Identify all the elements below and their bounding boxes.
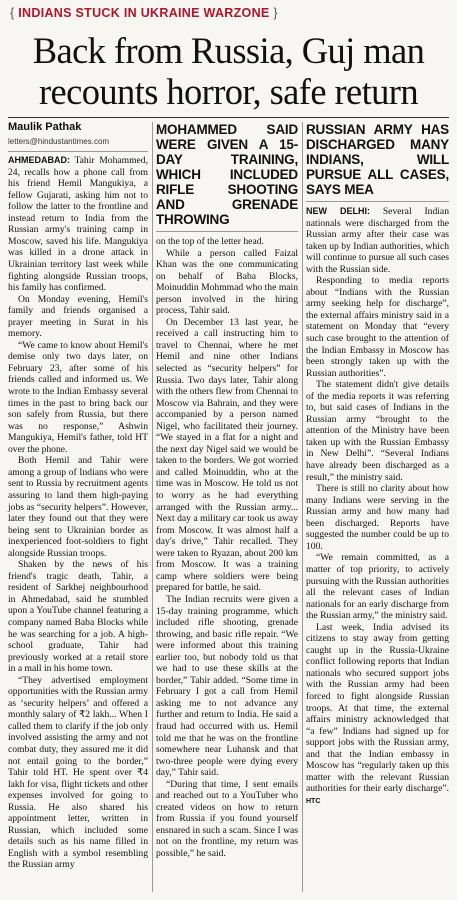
col1-paragraph-6: “They advertised employment opportunities with the Russian army as ‘security helpers’ and offered a monthly salary of ₹2 lakh... When I called them to clarify if the job only involved assisting the army and not combat duty, they assured me it did not entail going to the border,” Tahir told HT. He spent over ₹4 lakh for visa, flight tickets and other expenses involved for going to Russia. He also shared his appointment letter, written in Russian, which included some details such as his name filled in English with a symbol resembling the Russian army	[8, 674, 148, 871]
col2-paragraph-2: While a person called Faizal Khan was the one communicating on behalf of Baba Blocks, Moinuddin Mohmmad who the main person involved in the hiring process, Tahir said.	[156, 247, 298, 317]
col1-paragraph-5: Shaken by the news of his friend's tragic death, Tahir, a resident of Sarkhej neighbourhood in Ahmedabad, said he stumbled upon a YouTube channel featuring a company named Baba Blocks while he was searching for a job. A high-school graduate, Tahir had previously worked at a retail store in a mall in his home town.	[8, 559, 148, 675]
byline-divider	[8, 151, 148, 152]
column-1	[8, 122, 148, 871]
column-divider-1	[152, 122, 153, 892]
col3-paragraph-2: Responding to media reports about “Indians with the Russian army seeking help for discharge”, the external affairs ministry said in a statement on Monday that “every such case brought to the attention of the Indian Embassy in Moscow has been strongly taken up with the Russian authorities”.	[306, 275, 449, 379]
col1-paragraph-4: Both Hemil and Tahir were among a group of Indians who were sent to Russia by recruitment agents assuring to land them high-paying jobs as “security helpers”. However, later they found out that they were being sent to Ukrainian border as inexperienced foot-soldiers to fight alongside Russian troops.	[8, 455, 148, 559]
col3-paragraph-1	[306, 206, 449, 275]
subhead-mea: RUSSIAN ARMY HAS DISCHARGED MANY INDIANS, WILL PURSUE ALL CASES, SAYS MEA	[306, 122, 449, 197]
subhead-mea-divider	[306, 201, 449, 202]
col3-paragraph-3: The statement didn't give details of the media reports it was referring to, but said cases of Indians in the Russian army “brought to the attention of the Ministry have been taken up with the Russian Embassy in New Delhi”. “Several Indians have already been discharged as a result,” the ministry said.	[306, 379, 449, 483]
headline	[8, 30, 449, 112]
subhead-divider	[156, 231, 298, 232]
headline-line-2: recounts horror, safe return	[38, 71, 418, 112]
col2-paragraph-4: The Indian recruits were given a 15-day training programme, which included rifle shooting, grenade throwing, and basic rifle repair. “We were informed about this training earlier too, but nobody told us that we had to use these skills at the border,” Tahir added. “Some time in February I got a call from Hemil asking me to not advance any further and return to India. He said a fraud had occurred with us. Hemil told me that he was on the frontline somewhere near Luhansk and that two-three people were dying every day,” Tahir said.	[156, 593, 298, 779]
headline-rule	[8, 117, 449, 118]
dateline-ahmedabad: AHMEDABAD:	[8, 155, 70, 166]
col1-paragraph-1-text: Tahir Mohammed, 24, recalls how a phone call from his friend Hemil Mangukiya, a fellow Gujarati, asking him not to follow the latter to the frontline and instead return to India from the Russian army's training camp in Moscow, saved his life. Mangukiya was killed in a drone attack in Ukrainian territory last week while fighting alongside Russian troops, his family has confirmed.	[8, 155, 148, 294]
col3-paragraph-5: “We remain committed, as a matter of top priority, to actively pursuing with the Russian authorities all the relevant cases of Indian nationals for an early discharge from the Russian army,” the ministry said.	[306, 552, 449, 622]
col2-paragraph-1: on the top of the letter head.	[156, 236, 264, 247]
column-3	[306, 122, 449, 807]
col3-paragraph-1-text: Several Indian nationals were discharged from the Russian army after their case was taken up by Indian authorities, which will continue to pursue all such cases with the Russian side.	[306, 206, 449, 275]
col3-paragraph-6-text: Last week, India advised its citizens to stay away from getting caught up in the Russia-Ukraine conflict following reports that Indian nationals who secured support jobs with the Russian army had been forced to fight alongside Russian troops. At that time, the external affairs ministry acknowledged that “a few” Indians had signed up for support jobs with the Russian army, and that the Indian embassy in Moscow has “regularly taken up this matter with the relevant Russian authorities for their early discharge”.	[306, 621, 449, 795]
col2-paragraph-3: On December 13 last year, he received a call instructing him to travel to Chennai, where he met Hemil and nine other Indians selected as “security helpers” for Russia. Two days later, Tahir along with the others flew from Chennai to Moscow via Bahrain, and they were accompanied by a person named Nigel, who facilitated their journey. “We stayed in a flat for a night and the next day Nigel said we would be taken to the borders. We got worried and called Moinuddin, who at the time was in Moscow. He told us not to worry as he had everything arranged with the Russian army... Next day a military car took us away from Moscow. It was almost half a day's drive,” Tahir recalled. They were taken to Ryazan, about 200 km from Moscow. It was a training camp where soldiers were being prepared for battle, he said.	[156, 316, 298, 594]
byline: Maulik Pathak	[8, 121, 82, 133]
kicker-open-brace: {	[10, 6, 15, 20]
column-2	[156, 122, 298, 860]
byline-email: letters@hindustantimes.com	[8, 136, 110, 146]
col1-paragraph-1	[8, 155, 148, 294]
subhead-training: MOHAMMED SAID WERE GIVEN A 15-DAY TRAINING, WHICH INCLUDED RIFLE SHOOTING AND GRENADE THROWING	[156, 122, 298, 227]
agency-credit: HTC	[306, 797, 321, 805]
col1-paragraph-3: “We came to know about Hemil's demise only two days later, on February 23, after some of his friends called and informed us. We wrote to the Indian Embassy several times in the past to bring back our son safely from Russia, but there was no response,” Ashwin Mangukiya, Hemil's father, told HT over the phone.	[8, 339, 148, 455]
dateline-new-delhi: NEW DELHI:	[306, 206, 370, 216]
headline-line-1: Back from Russia, Guj man	[32, 30, 425, 71]
col3-paragraph-6	[306, 622, 449, 808]
section-kicker	[10, 6, 447, 20]
col2-paragraph-5: “During that time, I sent emails and reached out to a YouTuber who created videos on how to return from Russia if you found yourself ensnared in such a scam. Since I was not on the frontline, my return was possible,” he said.	[156, 778, 298, 859]
column-divider-2	[302, 122, 303, 892]
kicker-close-brace: }	[273, 6, 278, 20]
kicker-text: INDIANS STUCK IN UKRAINE WARZONE	[18, 6, 270, 20]
col3-paragraph-4: There is still no clarity about how many Indians were serving in the Russian army and how many had been discharged. Reports have suggested the number could be up to 100.	[306, 483, 449, 552]
col1-paragraph-2: On Monday evening, Hemil's family and friends organised a prayer meeting in Surat in his memory.	[8, 293, 148, 340]
